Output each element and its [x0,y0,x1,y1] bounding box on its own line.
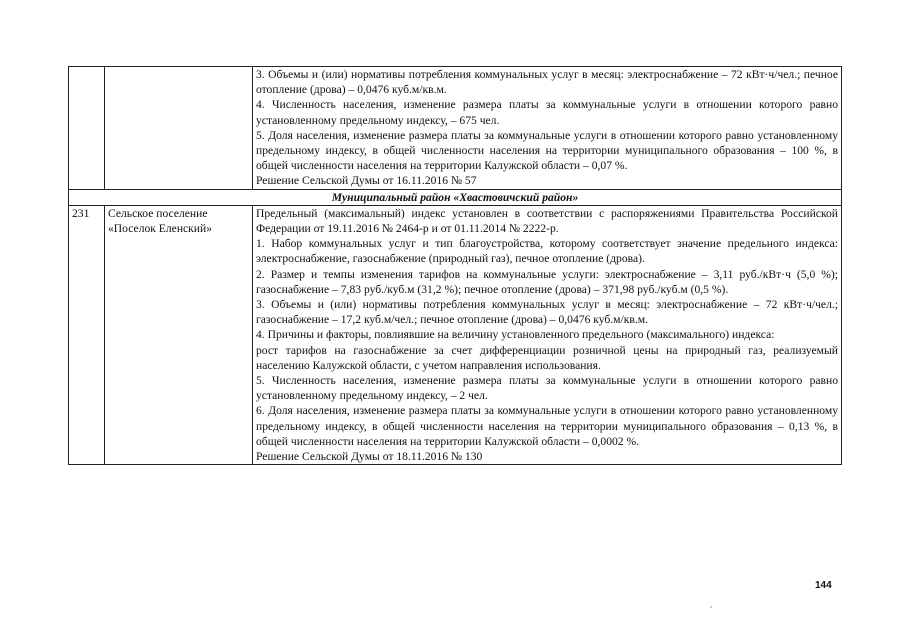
tariff-table [68,66,842,465]
row-number-cell: 231 [69,205,105,464]
paragraph: Предельный (максимальный) индекс установлен в соответствии с распоряжениями Правительства Российской Федерации от 19.11.2016 № 2464-р и от 01.11.2014 № 2222-р. [256,206,838,236]
table-row-231 [69,205,842,464]
paragraph: 3. Объемы и (или) нормативы потребления коммунальных услуг в месяц: электроснабжение – 72 кВт·ч/чел.; газоснабжение – 17,2 куб.м/чел.; печное отопление (дрова) – 0,0476 куб.м/кв.м. [256,298,838,327]
settlement-name-line: «Поселок Еленский» [108,222,213,236]
paragraph: 5. Численность населения, изменение размера платы за коммунальные услуги в отношении которого равно установленному предельному индексу, – 2 чел. [256,374,838,403]
description-cell [253,205,842,464]
description-cell [253,67,842,190]
row-number-cell [69,67,105,190]
paragraph: 3. Объемы и (или) нормативы потребления коммунальных услуг в месяц: электроснабжение – 72 кВт·ч/чел.; печное отопление (дрова) – 0,0476 куб.м/кв.м. [256,68,838,97]
paragraph: 4. Численность населения, изменение размера платы за коммунальные услуги в отношении которого равно установленному предельному индексу, – 675 чел. [256,98,838,127]
decision-reference: Решение Сельской Думы от 18.11.2016 № 130 [256,450,483,464]
page-number: 144 [815,580,832,591]
decision-reference: Решение Сельской Думы от 16.11.2016 № 57 [256,174,477,188]
paragraph: рост тарифов на газоснабжение за счет дифференциации розничной цены на природный газ, реализуемый населению Калужской области, с учетом направления использования. [256,343,838,372]
settlement-name-cell [105,205,253,464]
table-row-continued [69,67,842,190]
paragraph: 4. Причины и факторы, повлиявшие на величину установленного предельного (максимального) индекса: [256,328,775,342]
paragraph: 6. Доля населения, изменение размера платы за коммунальные услуги в отношении которого равно установленному предельному индексу, в общей численности населения на территории муниципального образования – 0,13 %, в общей численности населения на территории Калужской области – 0,0002 %. [256,404,838,448]
paragraph: 2. Размер и темпы изменения тарифов на коммунальные услуги: электроснабжение – 3,11 руб./кВт·ч (5,0 %); газоснабжение – 7,83 руб./куб.м (31,2 %); печное отопление (дрова) – 371,98 руб./куб.м (0,5 %). [256,267,838,296]
paragraph: 5. Доля населения, изменение размера платы за коммунальные услуги в отношении которого равно установленному предельному индексу, в общей численности населения на территории муниципального образования – 100 %, в общей численности населения на территории Калужской области – 0,07 %. [256,128,838,173]
settlement-name-line: Сельское поселение [108,206,208,220]
district-header-row [69,189,842,205]
paragraph: 1. Набор коммунальных услуг и тип благоустройства, которому соответствует значение предельного индекса: электроснабжение, газоснабжение (природный газ), печное отопление (дрова). [256,237,838,266]
district-header: Муниципальный район «Хвастовичский район» [69,189,842,205]
settlement-name-cell [105,67,253,190]
scan-speck [710,606,712,608]
